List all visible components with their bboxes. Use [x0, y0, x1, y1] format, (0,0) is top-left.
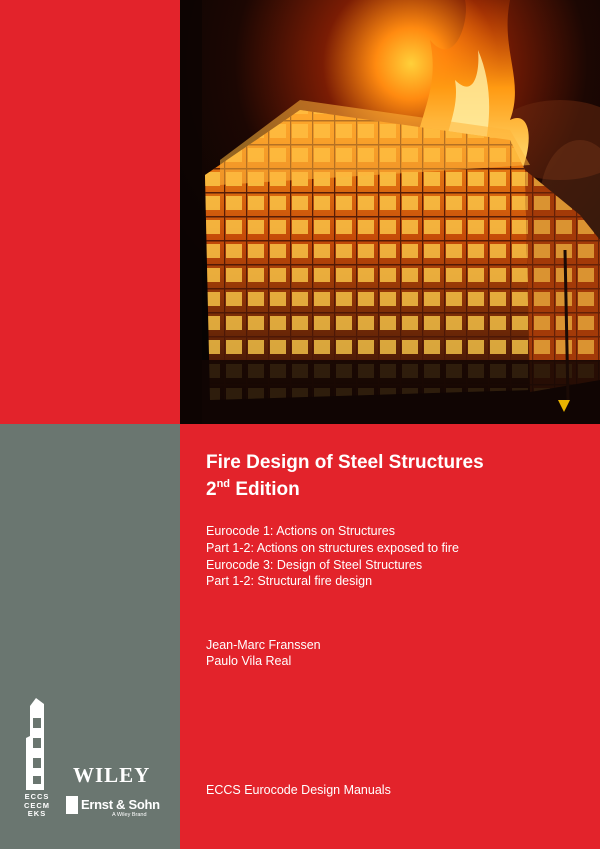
ernst-sohn-mark-icon — [66, 796, 78, 814]
cover-red-block — [0, 0, 180, 424]
edition-label — [206, 479, 300, 501]
eccs-line-1: ECCS — [24, 792, 50, 801]
eccs-line-2: CECM — [23, 800, 51, 810]
ernst-sohn-tagline: A Wiley Brand — [112, 812, 147, 818]
subtitle-line-1: Eurocode 1: Actions on Structures — [206, 524, 395, 538]
subtitle-line-3: Eurocode 3: Design of Steel Structures — [206, 558, 423, 572]
eccs-logo-icon — [22, 698, 52, 790]
burning-building-photo — [180, 0, 600, 424]
subtitle-line-2: Part 1-2: Actions on structures exposed to fire — [206, 541, 459, 555]
subtitle-line-4: Part 1-2: Structural fire design — [206, 574, 373, 588]
series-name: ECCS Eurocode Design Manuals — [206, 783, 391, 797]
edition-number: 2 — [206, 479, 217, 500]
edition-word: Edition — [235, 479, 300, 500]
book-title: Fire Design of Steel Structures — [206, 452, 484, 473]
eccs-text — [18, 793, 56, 819]
eccs-line-3: EKS — [27, 809, 47, 818]
author-1: Jean-Marc Franssen — [206, 638, 321, 652]
author-2: Paulo Vila Real — [206, 654, 292, 668]
edition-suffix: nd — [216, 478, 231, 490]
ernst-sohn-text: Ernst & Sohn — [81, 797, 160, 812]
ernst-sohn-logo — [66, 796, 166, 818]
wiley-logo: WILEY — [73, 763, 151, 787]
